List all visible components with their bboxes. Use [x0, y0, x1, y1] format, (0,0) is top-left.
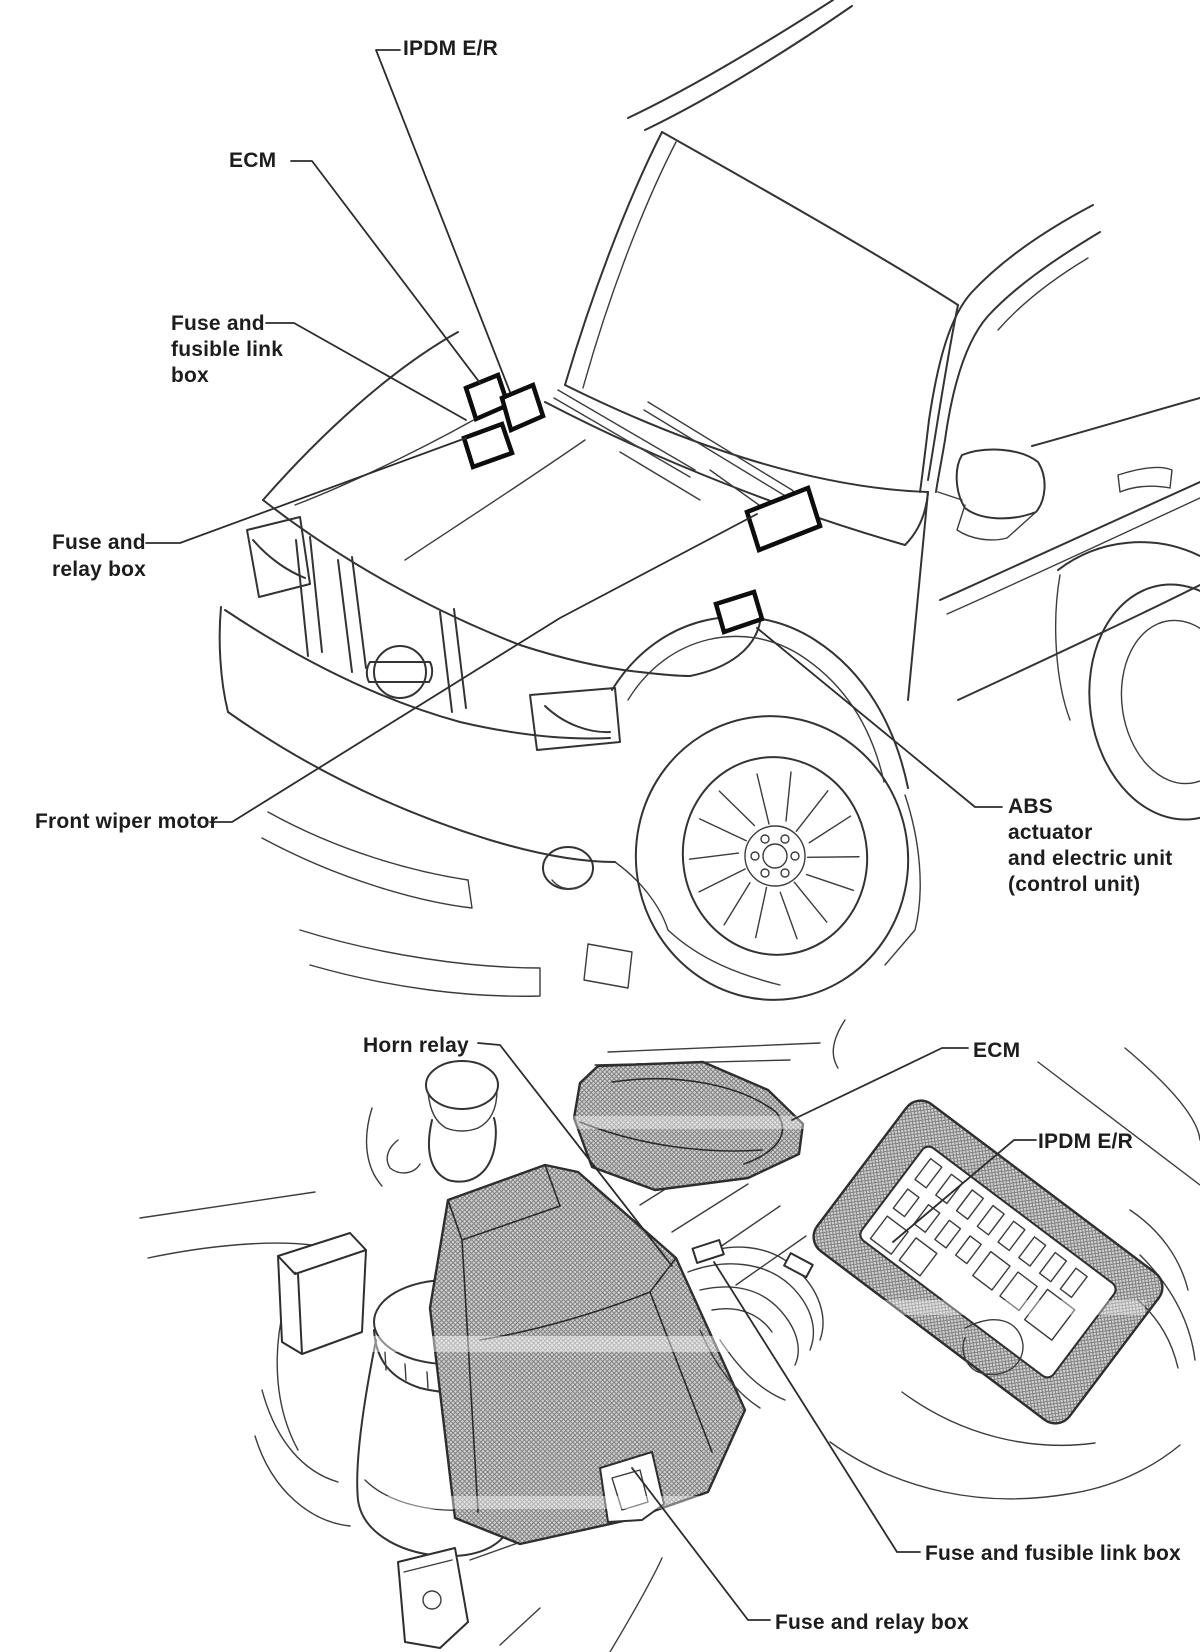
fuse-fusible-link-box-text: Fuse and fusible link box: [171, 312, 284, 387]
tow-hook: [584, 944, 632, 988]
ecm-bottom-text: ECM: [973, 1039, 1021, 1062]
bumper-bottom-edge: [228, 712, 615, 862]
door-crease: [940, 482, 1200, 600]
rear-rim: [1111, 613, 1200, 792]
bumper-corner: [615, 862, 780, 985]
rim-outer: [669, 744, 882, 968]
scan-band-4: [845, 1300, 1145, 1315]
grille-slat-2: [338, 557, 366, 672]
rear-arch: [1058, 542, 1200, 570]
scan-band-2: [370, 1496, 770, 1509]
fuse-fusible-link-box-leader-line: [266, 323, 466, 420]
strut-arcs: [255, 1390, 350, 1526]
grille-slat-3: [440, 609, 466, 712]
fuse-relay-box-bottom-text: Fuse and relay box: [775, 1611, 969, 1634]
grille-bottom-edge: [225, 610, 610, 738]
tire-outer: [615, 696, 928, 1019]
roof-rail-outer: [628, 0, 833, 118]
hood-front-edge: [263, 500, 690, 676]
wheel-front: [612, 617, 929, 1020]
abs-actuator-label: [757, 628, 1172, 896]
grille-slat-1: [296, 537, 322, 656]
door-handle: [1118, 468, 1172, 492]
fuse-box-location-box: [464, 424, 512, 467]
scan-band-3: [555, 1116, 825, 1129]
hood-left-edge: [263, 332, 458, 500]
fuse-fusible-link-box-label: [171, 312, 466, 420]
top-diagram-labels: [35, 37, 1172, 896]
fuse-relay-box-text: Fuse and relay box: [52, 531, 147, 581]
cowl-hook: [833, 1020, 845, 1068]
wheel-spokes: [690, 772, 861, 939]
fog-lamp: [543, 847, 593, 889]
ipdm-er-text: IPDM E/R: [403, 37, 498, 60]
fender-line-right-2: [1125, 1048, 1200, 1140]
nissan-emblem: [367, 646, 432, 698]
windshield-top-edge: [662, 132, 958, 305]
belt-line: [1032, 398, 1200, 446]
bumper-intake-bottom: [262, 838, 472, 908]
fuse-relay-box-label: [52, 438, 466, 581]
horn-relay-text: Horn relay: [363, 1034, 469, 1057]
bumper-left-edge: [220, 607, 228, 712]
cowl-line-1: [608, 1043, 820, 1052]
door-front-edge: [908, 492, 928, 700]
fender-arch-inner: [628, 636, 884, 782]
windshield-left-pillar: [565, 132, 662, 385]
rocker-line: [958, 585, 1200, 700]
ipdm-er-label: [376, 37, 510, 392]
windshield-left-pillar-inner: [583, 142, 676, 388]
side-mirror: [938, 450, 1045, 540]
rear-mudflap: [1056, 575, 1070, 720]
wiper-blade-left: [554, 390, 700, 500]
lower-frame-lines: [470, 1528, 662, 1652]
left-small-box: [278, 1233, 366, 1354]
headlight-right: [530, 688, 620, 750]
abs-location-box: [716, 592, 762, 632]
front-wiper-motor-text: Front wiper motor: [35, 810, 219, 833]
roof-rail-inner: [645, 6, 852, 130]
mount-bracket: [398, 1548, 468, 1648]
hub-cap: [763, 844, 787, 868]
fuse-relay-box-shape: [430, 1165, 745, 1544]
fuse-fusible-link-box-bottom-text: Fuse and fusible link box: [925, 1542, 1181, 1565]
abs-actuator-text: ABS actuator and electric unit (control unit): [1008, 795, 1173, 896]
ecm-leader-line: [291, 161, 480, 383]
frame-lines-right: [830, 1392, 1180, 1499]
ipdm-location-box: [502, 385, 543, 430]
ipdm-er-bottom-text: IPDM E/R: [1038, 1130, 1133, 1153]
body-side: [905, 398, 1200, 700]
hub: [745, 826, 805, 886]
fender-line-right-1: [1038, 1062, 1200, 1185]
cowl-line-left-1: [140, 1192, 315, 1218]
master-cylinder-reservoir: [367, 1061, 498, 1186]
ecm-bottom-leader-line: [792, 1048, 968, 1120]
wheel-rear: [1056, 542, 1200, 831]
rear-tire: [1074, 573, 1200, 831]
ecm-text: ECM: [229, 149, 277, 172]
door-crease-inner: [947, 498, 1200, 614]
fender-arch: [612, 617, 908, 788]
a-pillar-molding-1: [920, 205, 1093, 492]
front-wiper-motor-leader-line: [210, 514, 757, 822]
air-dam: [300, 930, 540, 996]
scan-band-1: [360, 1336, 780, 1352]
